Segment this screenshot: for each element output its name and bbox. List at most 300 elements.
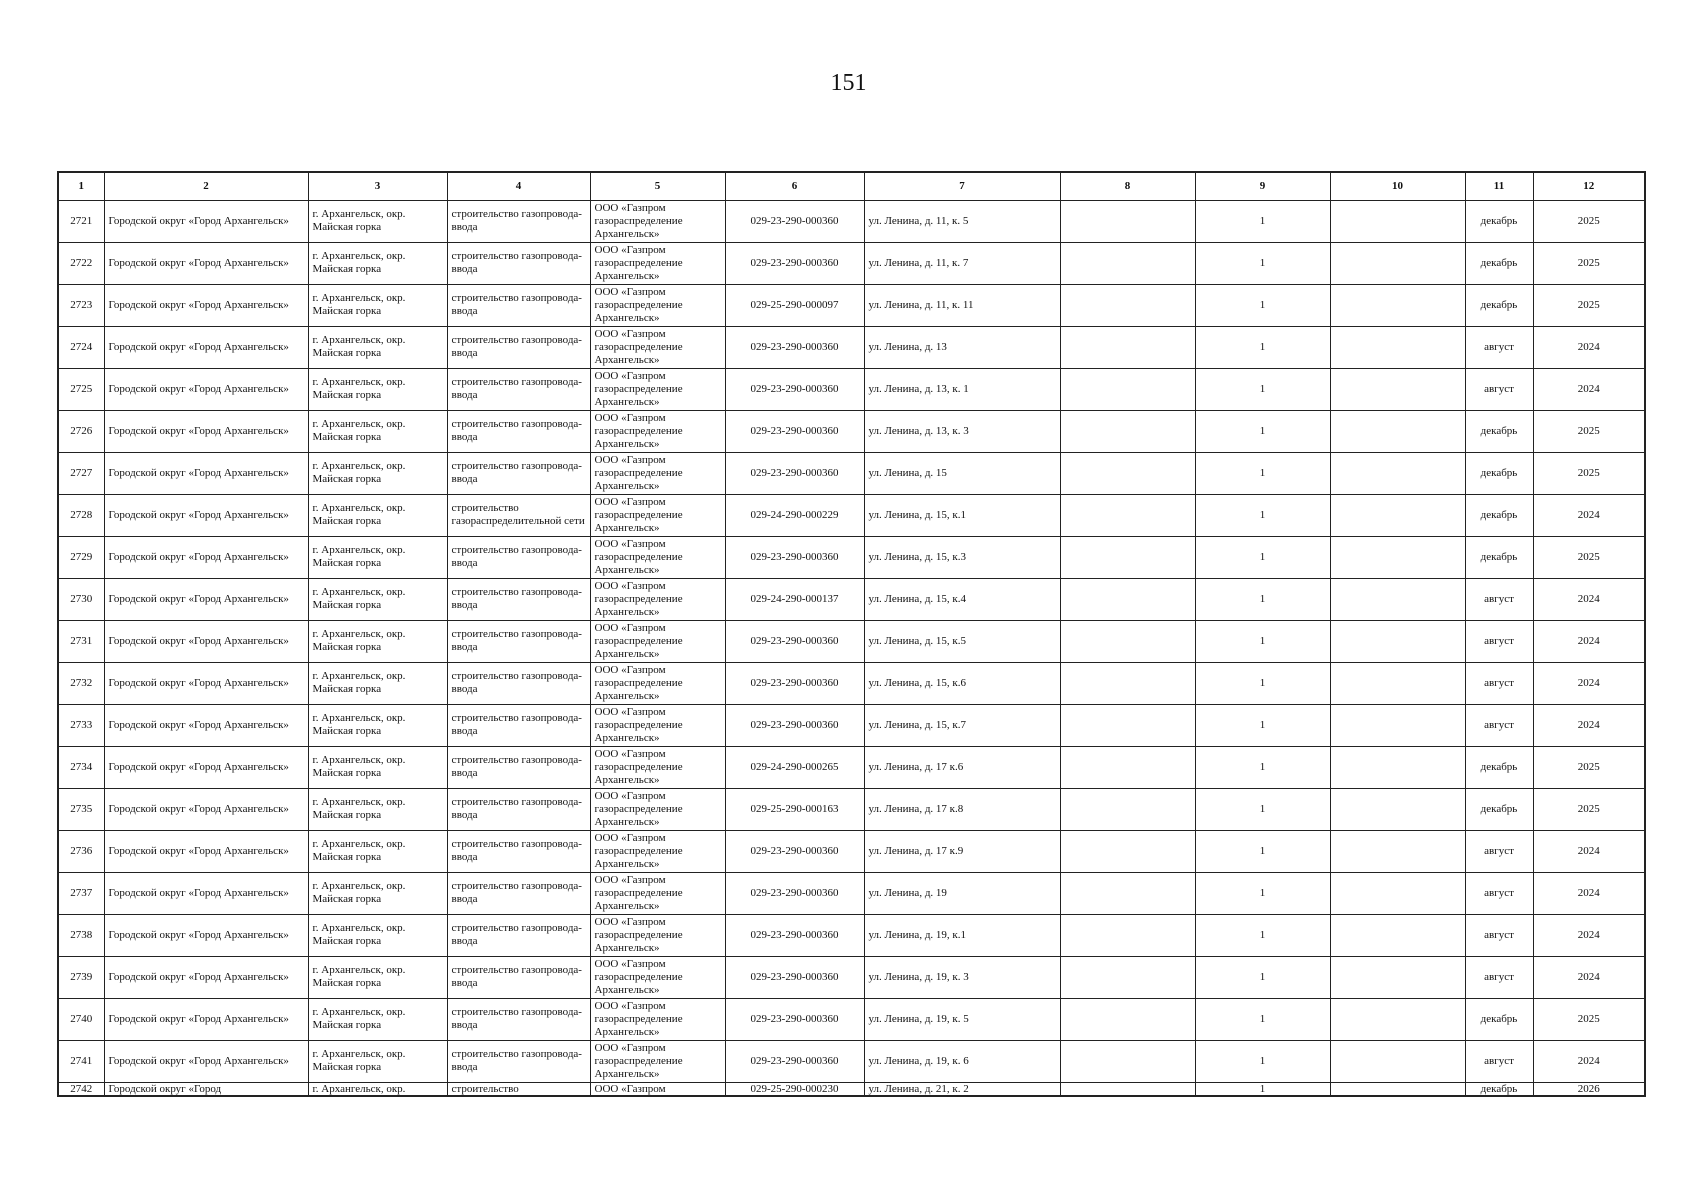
cell-work-type: строительство газораспределительной сети bbox=[447, 494, 590, 536]
cell-col9: 1 bbox=[1195, 998, 1330, 1040]
cell-municipality: Городской округ «Город Архангельск» bbox=[104, 368, 308, 410]
cell-organization: ООО «Газпром газораспределение Архангельск» bbox=[590, 494, 725, 536]
cell-location: г. Архангельск, окр. Майская горка bbox=[308, 914, 447, 956]
cell-code: 029-23-290-000360 bbox=[725, 200, 864, 242]
cell-month: август bbox=[1465, 368, 1533, 410]
cell-number: 2741 bbox=[58, 1040, 104, 1082]
cell-code: 029-23-290-000360 bbox=[725, 998, 864, 1040]
cell-location: г. Архангельск, окр. Майская горка bbox=[308, 200, 447, 242]
cell-col8 bbox=[1060, 956, 1195, 998]
cell-code: 029-23-290-000360 bbox=[725, 452, 864, 494]
cell-organization: ООО «Газпром газораспределение Архангельск» bbox=[590, 872, 725, 914]
cell-month: декабрь bbox=[1465, 410, 1533, 452]
cell-address: ул. Ленина, д. 15 bbox=[864, 452, 1060, 494]
cell-col8 bbox=[1060, 788, 1195, 830]
cell-organization: ООО «Газпром газораспределение Архангельск» bbox=[590, 704, 725, 746]
cell-organization: ООО «Газпром газораспределение Архангельск» bbox=[590, 536, 725, 578]
cell-address: ул. Ленина, д. 19, к.1 bbox=[864, 914, 1060, 956]
cell-col9: 1 bbox=[1195, 662, 1330, 704]
table-row bbox=[58, 536, 1645, 578]
cell-col9: 1 bbox=[1195, 200, 1330, 242]
cell-code: 029-23-290-000360 bbox=[725, 536, 864, 578]
cell-col9: 1 bbox=[1195, 536, 1330, 578]
cell-code: 029-23-290-000360 bbox=[725, 830, 864, 872]
cell-col10 bbox=[1330, 746, 1465, 788]
cell-work-type: строительство газопровода-ввода bbox=[447, 242, 590, 284]
cell-organization: ООО «Газпром газораспределение Архангельск» bbox=[590, 788, 725, 830]
cell-number: 2731 bbox=[58, 620, 104, 662]
cell-month: август bbox=[1465, 872, 1533, 914]
cell-number: 2739 bbox=[58, 956, 104, 998]
cell-work-type: строительство газопровода-ввода bbox=[447, 410, 590, 452]
cell-col9: 1 bbox=[1195, 914, 1330, 956]
cell-number: 2742 bbox=[58, 1082, 104, 1096]
cell-col8 bbox=[1060, 704, 1195, 746]
cell-col9: 1 bbox=[1195, 452, 1330, 494]
cell-location: г. Архангельск, окр. Майская горка bbox=[308, 704, 447, 746]
cell-year: 2024 bbox=[1533, 326, 1645, 368]
cell-month: декабрь bbox=[1465, 494, 1533, 536]
cell-municipality: Городской округ «Город Архангельск» bbox=[104, 620, 308, 662]
cell-col8 bbox=[1060, 452, 1195, 494]
cell-col10 bbox=[1330, 830, 1465, 872]
cell-municipality: Городской округ «Город Архангельск» bbox=[104, 242, 308, 284]
cell-year: 2026 bbox=[1533, 1082, 1645, 1096]
cell-col10 bbox=[1330, 662, 1465, 704]
cell-col9: 1 bbox=[1195, 704, 1330, 746]
cell-col9: 1 bbox=[1195, 1082, 1330, 1096]
cell-work-type: строительство газопровода-ввода bbox=[447, 200, 590, 242]
table-row bbox=[58, 326, 1645, 368]
cell-col9: 1 bbox=[1195, 242, 1330, 284]
cell-code: 029-25-290-000163 bbox=[725, 788, 864, 830]
cell-month: август bbox=[1465, 704, 1533, 746]
cell-location: г. Архангельск, окр. Майская горка bbox=[308, 746, 447, 788]
table-row bbox=[58, 662, 1645, 704]
cell-location: г. Архангельск, окр. bbox=[308, 1082, 447, 1096]
cell-month: декабрь bbox=[1465, 536, 1533, 578]
cell-col10 bbox=[1330, 536, 1465, 578]
cell-municipality: Городской округ «Город Архангельск» bbox=[104, 662, 308, 704]
cell-col9: 1 bbox=[1195, 830, 1330, 872]
cell-year: 2024 bbox=[1533, 914, 1645, 956]
cell-col8 bbox=[1060, 368, 1195, 410]
cell-col9: 1 bbox=[1195, 326, 1330, 368]
cell-number: 2733 bbox=[58, 704, 104, 746]
cell-organization: ООО «Газпром газораспределение Архангельск» bbox=[590, 368, 725, 410]
cell-address: ул. Ленина, д. 15, к.1 bbox=[864, 494, 1060, 536]
cell-col9: 1 bbox=[1195, 284, 1330, 326]
cell-address: ул. Ленина, д. 19, к. 5 bbox=[864, 998, 1060, 1040]
cell-code: 029-23-290-000360 bbox=[725, 914, 864, 956]
cell-address: ул. Ленина, д. 17 к.8 bbox=[864, 788, 1060, 830]
cell-col9: 1 bbox=[1195, 872, 1330, 914]
cell-col9: 1 bbox=[1195, 956, 1330, 998]
table-row bbox=[58, 1040, 1645, 1082]
table-row bbox=[58, 830, 1645, 872]
cell-col9: 1 bbox=[1195, 578, 1330, 620]
cell-organization: ООО «Газпром газораспределение Архангельск» bbox=[590, 1040, 725, 1082]
cell-code: 029-24-290-000229 bbox=[725, 494, 864, 536]
cell-location: г. Архангельск, окр. Майская горка bbox=[308, 956, 447, 998]
cell-col9: 1 bbox=[1195, 788, 1330, 830]
cell-location: г. Архангельск, окр. Майская горка bbox=[308, 578, 447, 620]
cell-work-type: строительство газопровода-ввода bbox=[447, 620, 590, 662]
cell-location: г. Архангельск, окр. Майская горка bbox=[308, 662, 447, 704]
cell-municipality: Городской округ «Город Архангельск» bbox=[104, 830, 308, 872]
cell-col9: 1 bbox=[1195, 410, 1330, 452]
cell-organization: ООО «Газпром газораспределение Архангельск» bbox=[590, 662, 725, 704]
cell-code: 029-23-290-000360 bbox=[725, 704, 864, 746]
cell-col10 bbox=[1330, 704, 1465, 746]
cell-address: ул. Ленина, д. 15, к.5 bbox=[864, 620, 1060, 662]
cell-year: 2024 bbox=[1533, 578, 1645, 620]
cell-month: декабрь bbox=[1465, 1082, 1533, 1096]
cell-location: г. Архангельск, окр. Майская горка bbox=[308, 1040, 447, 1082]
cell-work-type: строительство bbox=[447, 1082, 590, 1096]
table-header-row bbox=[58, 172, 1645, 200]
cell-year: 2025 bbox=[1533, 410, 1645, 452]
cell-organization: ООО «Газпром bbox=[590, 1082, 725, 1096]
cell-col8 bbox=[1060, 200, 1195, 242]
cell-municipality: Городской округ «Город Архангельск» bbox=[104, 788, 308, 830]
cell-col9: 1 bbox=[1195, 746, 1330, 788]
cell-address: ул. Ленина, д. 13, к. 1 bbox=[864, 368, 1060, 410]
column-header: 6 bbox=[725, 172, 864, 200]
cell-work-type: строительство газопровода-ввода bbox=[447, 872, 590, 914]
cell-municipality: Городской округ «Город Архангельск» bbox=[104, 578, 308, 620]
cell-number: 2729 bbox=[58, 536, 104, 578]
cell-location: г. Архангельск, окр. Майская горка bbox=[308, 998, 447, 1040]
cell-col10 bbox=[1330, 284, 1465, 326]
cell-work-type: строительство газопровода-ввода bbox=[447, 368, 590, 410]
cell-number: 2735 bbox=[58, 788, 104, 830]
cell-number: 2722 bbox=[58, 242, 104, 284]
cell-location: г. Архангельск, окр. Майская горка bbox=[308, 326, 447, 368]
cell-col8 bbox=[1060, 662, 1195, 704]
table-row bbox=[58, 494, 1645, 536]
cell-work-type: строительство газопровода-ввода bbox=[447, 452, 590, 494]
cell-number: 2721 bbox=[58, 200, 104, 242]
cell-col10 bbox=[1330, 494, 1465, 536]
cell-code: 029-23-290-000360 bbox=[725, 956, 864, 998]
cell-location: г. Архангельск, окр. Майская горка bbox=[308, 494, 447, 536]
column-header: 5 bbox=[590, 172, 725, 200]
cell-year: 2024 bbox=[1533, 830, 1645, 872]
cell-address: ул. Ленина, д. 17 к.6 bbox=[864, 746, 1060, 788]
cell-month: декабрь bbox=[1465, 998, 1533, 1040]
table-row bbox=[58, 368, 1645, 410]
cell-col10 bbox=[1330, 872, 1465, 914]
cell-year: 2025 bbox=[1533, 200, 1645, 242]
cell-col8 bbox=[1060, 242, 1195, 284]
cell-number: 2736 bbox=[58, 830, 104, 872]
table-row bbox=[58, 704, 1645, 746]
cell-code: 029-23-290-000360 bbox=[725, 326, 864, 368]
cell-code: 029-23-290-000360 bbox=[725, 368, 864, 410]
cell-code: 029-23-290-000360 bbox=[725, 620, 864, 662]
cell-col8 bbox=[1060, 746, 1195, 788]
cell-organization: ООО «Газпром газораспределение Архангельск» bbox=[590, 956, 725, 998]
cell-month: август bbox=[1465, 620, 1533, 662]
cell-location: г. Архангельск, окр. Майская горка bbox=[308, 788, 447, 830]
cell-col10 bbox=[1330, 452, 1465, 494]
page-number: 151 bbox=[830, 70, 867, 96]
cell-month: август bbox=[1465, 1040, 1533, 1082]
cell-number: 2730 bbox=[58, 578, 104, 620]
cell-code: 029-24-290-000137 bbox=[725, 578, 864, 620]
cell-location: г. Архангельск, окр. Майская горка bbox=[308, 410, 447, 452]
cell-organization: ООО «Газпром газораспределение Архангельск» bbox=[590, 830, 725, 872]
cell-year: 2024 bbox=[1533, 956, 1645, 998]
column-header: 7 bbox=[864, 172, 1060, 200]
cell-col9: 1 bbox=[1195, 368, 1330, 410]
cell-col10 bbox=[1330, 200, 1465, 242]
cell-organization: ООО «Газпром газораспределение Архангельск» bbox=[590, 410, 725, 452]
column-header: 10 bbox=[1330, 172, 1465, 200]
cell-work-type: строительство газопровода-ввода bbox=[447, 914, 590, 956]
cell-organization: ООО «Газпром газораспределение Архангельск» bbox=[590, 242, 725, 284]
cell-organization: ООО «Газпром газораспределение Архангельск» bbox=[590, 998, 725, 1040]
cell-work-type: строительство газопровода-ввода bbox=[447, 830, 590, 872]
cell-work-type: строительство газопровода-ввода bbox=[447, 998, 590, 1040]
cell-work-type: строительство газопровода-ввода bbox=[447, 746, 590, 788]
cell-month: август bbox=[1465, 326, 1533, 368]
cell-number: 2734 bbox=[58, 746, 104, 788]
column-header: 9 bbox=[1195, 172, 1330, 200]
cell-location: г. Архангельск, окр. Майская горка bbox=[308, 242, 447, 284]
cell-work-type: строительство газопровода-ввода bbox=[447, 326, 590, 368]
cell-month: декабрь bbox=[1465, 200, 1533, 242]
cell-work-type: строительство газопровода-ввода bbox=[447, 1040, 590, 1082]
cell-address: ул. Ленина, д. 15, к.3 bbox=[864, 536, 1060, 578]
cell-location: г. Архангельск, окр. Майская горка bbox=[308, 830, 447, 872]
cell-col10 bbox=[1330, 620, 1465, 662]
cell-month: август bbox=[1465, 662, 1533, 704]
cell-work-type: строительство газопровода-ввода bbox=[447, 704, 590, 746]
cell-address: ул. Ленина, д. 21, к. 2 bbox=[864, 1082, 1060, 1096]
cell-code: 029-24-290-000265 bbox=[725, 746, 864, 788]
cell-address: ул. Ленина, д. 11, к. 5 bbox=[864, 200, 1060, 242]
cell-organization: ООО «Газпром газораспределение Архангельск» bbox=[590, 746, 725, 788]
cell-location: г. Архангельск, окр. Майская горка bbox=[308, 536, 447, 578]
cell-col8 bbox=[1060, 578, 1195, 620]
cell-organization: ООО «Газпром газораспределение Архангельск» bbox=[590, 200, 725, 242]
cell-number: 2726 bbox=[58, 410, 104, 452]
cell-organization: ООО «Газпром газораспределение Архангельск» bbox=[590, 914, 725, 956]
cell-code: 029-23-290-000360 bbox=[725, 872, 864, 914]
cell-month: декабрь bbox=[1465, 452, 1533, 494]
cell-year: 2024 bbox=[1533, 872, 1645, 914]
cell-col10 bbox=[1330, 368, 1465, 410]
cell-col8 bbox=[1060, 1082, 1195, 1096]
table-row bbox=[58, 284, 1645, 326]
cell-col9: 1 bbox=[1195, 620, 1330, 662]
cell-municipality: Городской округ «Город Архангельск» bbox=[104, 536, 308, 578]
cell-organization: ООО «Газпром газораспределение Архангельск» bbox=[590, 284, 725, 326]
cell-col10 bbox=[1330, 956, 1465, 998]
table-row bbox=[58, 452, 1645, 494]
table-body bbox=[58, 200, 1645, 1096]
cell-year: 2025 bbox=[1533, 536, 1645, 578]
cell-location: г. Архангельск, окр. Майская горка bbox=[308, 620, 447, 662]
cell-col8 bbox=[1060, 872, 1195, 914]
cell-col8 bbox=[1060, 914, 1195, 956]
cell-address: ул. Ленина, д. 13, к. 3 bbox=[864, 410, 1060, 452]
cell-col10 bbox=[1330, 998, 1465, 1040]
table-row bbox=[58, 746, 1645, 788]
table-row bbox=[58, 956, 1645, 998]
cell-month: август bbox=[1465, 578, 1533, 620]
cell-code: 029-25-290-000230 bbox=[725, 1082, 864, 1096]
cell-year: 2025 bbox=[1533, 242, 1645, 284]
cell-month: август bbox=[1465, 830, 1533, 872]
table-row bbox=[58, 620, 1645, 662]
cell-address: ул. Ленина, д. 11, к. 11 bbox=[864, 284, 1060, 326]
cell-address: ул. Ленина, д. 11, к. 7 bbox=[864, 242, 1060, 284]
cell-year: 2025 bbox=[1533, 284, 1645, 326]
cell-number: 2738 bbox=[58, 914, 104, 956]
cell-address: ул. Ленина, д. 19, к. 3 bbox=[864, 956, 1060, 998]
cell-address: ул. Ленина, д. 19 bbox=[864, 872, 1060, 914]
column-header: 2 bbox=[104, 172, 308, 200]
cell-col8 bbox=[1060, 620, 1195, 662]
cell-address: ул. Ленина, д. 15, к.6 bbox=[864, 662, 1060, 704]
cell-year: 2024 bbox=[1533, 662, 1645, 704]
cell-location: г. Архангельск, окр. Майская горка bbox=[308, 872, 447, 914]
table-row bbox=[58, 1082, 1645, 1096]
cell-col10 bbox=[1330, 410, 1465, 452]
cell-year: 2025 bbox=[1533, 788, 1645, 830]
cell-col10 bbox=[1330, 1040, 1465, 1082]
cell-year: 2025 bbox=[1533, 998, 1645, 1040]
cell-col10 bbox=[1330, 1082, 1465, 1096]
cell-month: декабрь bbox=[1465, 788, 1533, 830]
cell-month: август bbox=[1465, 914, 1533, 956]
table-row bbox=[58, 242, 1645, 284]
cell-organization: ООО «Газпром газораспределение Архангельск» bbox=[590, 326, 725, 368]
cell-code: 029-25-290-000097 bbox=[725, 284, 864, 326]
cell-work-type: строительство газопровода-ввода bbox=[447, 956, 590, 998]
column-header: 12 bbox=[1533, 172, 1645, 200]
cell-year: 2024 bbox=[1533, 368, 1645, 410]
cell-location: г. Архангельск, окр. Майская горка bbox=[308, 368, 447, 410]
column-header: 11 bbox=[1465, 172, 1533, 200]
cell-address: ул. Ленина, д. 15, к.7 bbox=[864, 704, 1060, 746]
cell-col8 bbox=[1060, 410, 1195, 452]
cell-month: декабрь bbox=[1465, 242, 1533, 284]
cell-month: декабрь bbox=[1465, 746, 1533, 788]
cell-col10 bbox=[1330, 242, 1465, 284]
table-row bbox=[58, 578, 1645, 620]
cell-number: 2728 bbox=[58, 494, 104, 536]
table-row bbox=[58, 200, 1645, 242]
registry-table bbox=[57, 171, 1646, 1097]
cell-number: 2727 bbox=[58, 452, 104, 494]
cell-work-type: строительство газопровода-ввода bbox=[447, 578, 590, 620]
cell-municipality: Городской округ «Город Архангельск» bbox=[104, 200, 308, 242]
cell-address: ул. Ленина, д. 15, к.4 bbox=[864, 578, 1060, 620]
cell-number: 2725 bbox=[58, 368, 104, 410]
column-header: 1 bbox=[58, 172, 104, 200]
cell-year: 2025 bbox=[1533, 452, 1645, 494]
cell-month: декабрь bbox=[1465, 284, 1533, 326]
cell-col8 bbox=[1060, 536, 1195, 578]
cell-year: 2024 bbox=[1533, 704, 1645, 746]
cell-municipality: Городской округ «Город Архангельск» bbox=[104, 746, 308, 788]
cell-col8 bbox=[1060, 1040, 1195, 1082]
cell-col10 bbox=[1330, 788, 1465, 830]
cell-location: г. Архангельск, окр. Майская горка bbox=[308, 452, 447, 494]
cell-col10 bbox=[1330, 578, 1465, 620]
cell-municipality: Городской округ «Город Архангельск» bbox=[104, 1040, 308, 1082]
cell-year: 2024 bbox=[1533, 494, 1645, 536]
table-row bbox=[58, 998, 1645, 1040]
cell-number: 2724 bbox=[58, 326, 104, 368]
cell-municipality: Городской округ «Город Архангельск» bbox=[104, 284, 308, 326]
cell-col8 bbox=[1060, 830, 1195, 872]
cell-municipality: Городской округ «Город Архангельск» bbox=[104, 956, 308, 998]
cell-address: ул. Ленина, д. 17 к.9 bbox=[864, 830, 1060, 872]
column-header: 8 bbox=[1060, 172, 1195, 200]
cell-number: 2737 bbox=[58, 872, 104, 914]
cell-number: 2732 bbox=[58, 662, 104, 704]
cell-col8 bbox=[1060, 326, 1195, 368]
cell-code: 029-23-290-000360 bbox=[725, 410, 864, 452]
column-header: 4 bbox=[447, 172, 590, 200]
table-row bbox=[58, 872, 1645, 914]
table-row bbox=[58, 914, 1645, 956]
cell-organization: ООО «Газпром газораспределение Архангельск» bbox=[590, 620, 725, 662]
cell-municipality: Городской округ «Город Архангельск» bbox=[104, 914, 308, 956]
cell-number: 2723 bbox=[58, 284, 104, 326]
cell-work-type: строительство газопровода-ввода bbox=[447, 662, 590, 704]
cell-location: г. Архангельск, окр. Майская горка bbox=[308, 284, 447, 326]
cell-municipality: Городской округ «Город Архангельск» bbox=[104, 452, 308, 494]
cell-municipality: Городской округ «Город Архангельск» bbox=[104, 998, 308, 1040]
cell-col10 bbox=[1330, 914, 1465, 956]
cell-work-type: строительство газопровода-ввода bbox=[447, 284, 590, 326]
cell-municipality: Городской округ «Город Архангельск» bbox=[104, 326, 308, 368]
cell-code: 029-23-290-000360 bbox=[725, 1040, 864, 1082]
cell-col8 bbox=[1060, 998, 1195, 1040]
cell-address: ул. Ленина, д. 19, к. 6 bbox=[864, 1040, 1060, 1082]
table-row bbox=[58, 788, 1645, 830]
cell-code: 029-23-290-000360 bbox=[725, 662, 864, 704]
cell-municipality: Городской округ «Город Архангельск» bbox=[104, 704, 308, 746]
cell-col9: 1 bbox=[1195, 1040, 1330, 1082]
cell-organization: ООО «Газпром газораспределение Архангельск» bbox=[590, 452, 725, 494]
table-row bbox=[58, 410, 1645, 452]
cell-work-type: строительство газопровода-ввода bbox=[447, 536, 590, 578]
cell-organization: ООО «Газпром газораспределение Архангельск» bbox=[590, 578, 725, 620]
cell-year: 2024 bbox=[1533, 620, 1645, 662]
cell-col8 bbox=[1060, 284, 1195, 326]
cell-work-type: строительство газопровода-ввода bbox=[447, 788, 590, 830]
cell-code: 029-23-290-000360 bbox=[725, 242, 864, 284]
cell-address: ул. Ленина, д. 13 bbox=[864, 326, 1060, 368]
cell-year: 2024 bbox=[1533, 1040, 1645, 1082]
cell-col8 bbox=[1060, 494, 1195, 536]
cell-col9: 1 bbox=[1195, 494, 1330, 536]
column-header: 3 bbox=[308, 172, 447, 200]
cell-municipality: Городской округ «Город Архангельск» bbox=[104, 410, 308, 452]
cell-municipality: Городской округ «Город bbox=[104, 1082, 308, 1096]
cell-municipality: Городской округ «Город Архангельск» bbox=[104, 872, 308, 914]
cell-number: 2740 bbox=[58, 998, 104, 1040]
cell-municipality: Городской округ «Город Архангельск» bbox=[104, 494, 308, 536]
cell-year: 2025 bbox=[1533, 746, 1645, 788]
